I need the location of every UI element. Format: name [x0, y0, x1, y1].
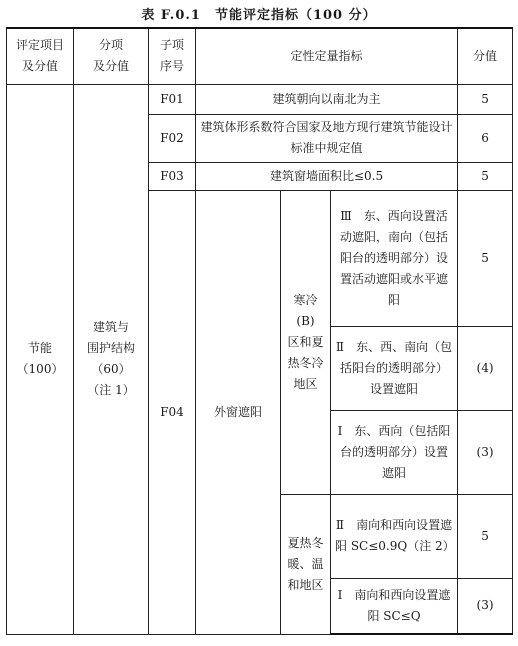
header-indicator: 定性定量指标: [196, 28, 458, 84]
score: 5: [458, 162, 513, 190]
category-cell: 节能 （100）: [7, 84, 74, 634]
header-subitem-score: 分项 及分值: [74, 28, 149, 84]
indicator-label: 外窗遮阳: [196, 190, 281, 634]
climate-zone-1: 寒冷(B) 区和夏 热冬冷 地区: [281, 190, 331, 494]
indicator-text: Ⅲ 东、西向设置活动遮阳，南向（包括阳台的透明部分）设置活动遮阳或水平遮阳: [331, 190, 458, 326]
sub-number: F02: [149, 114, 196, 162]
indicator-text: Ⅰ 南向和西向设置遮阳 SC≤Q: [331, 578, 458, 634]
header-row: [7, 28, 513, 84]
table-row: [7, 84, 513, 114]
sub-number: F04: [149, 190, 196, 634]
header-item-score: 评定项目 及分值: [7, 28, 74, 84]
score: (3): [458, 410, 513, 494]
score: 5: [458, 84, 513, 114]
evaluation-table: [6, 27, 513, 635]
score: 5: [458, 190, 513, 326]
subcategory-cell: 建筑与 围护结构 （60） （注 1）: [74, 84, 149, 634]
table-title: 表 F.0.1 节能评定指标（100 分）: [141, 8, 377, 23]
climate-zone-2: 夏热冬 暖、温 和地区: [281, 494, 331, 634]
score: 5: [458, 494, 513, 578]
indicator-text: Ⅰ 东、西向（包括阳台的透明部分）设置遮阳: [331, 410, 458, 494]
sub-number: F03: [149, 162, 196, 190]
header-points: 分值: [458, 28, 513, 84]
indicator-text: Ⅱ 东、西、南向（包括阳台的透明部分）设置遮阳: [331, 326, 458, 410]
indicator-text: 建筑窗墙面积比≤0.5: [196, 162, 458, 190]
indicator-text: 建筑体形系数符合国家及地方现行建筑节能设计标准中规定值: [196, 114, 458, 162]
indicator-text: Ⅱ 南向和西向设置遮阳 SC≤0.9Q（注 2）: [331, 494, 458, 578]
score: (4): [458, 326, 513, 410]
score: (3): [458, 578, 513, 634]
indicator-text: 建筑朝向以南北为主: [196, 84, 458, 114]
sub-number: F01: [149, 84, 196, 114]
header-sub-number: 子项 序号: [149, 28, 196, 84]
score: 6: [458, 114, 513, 162]
